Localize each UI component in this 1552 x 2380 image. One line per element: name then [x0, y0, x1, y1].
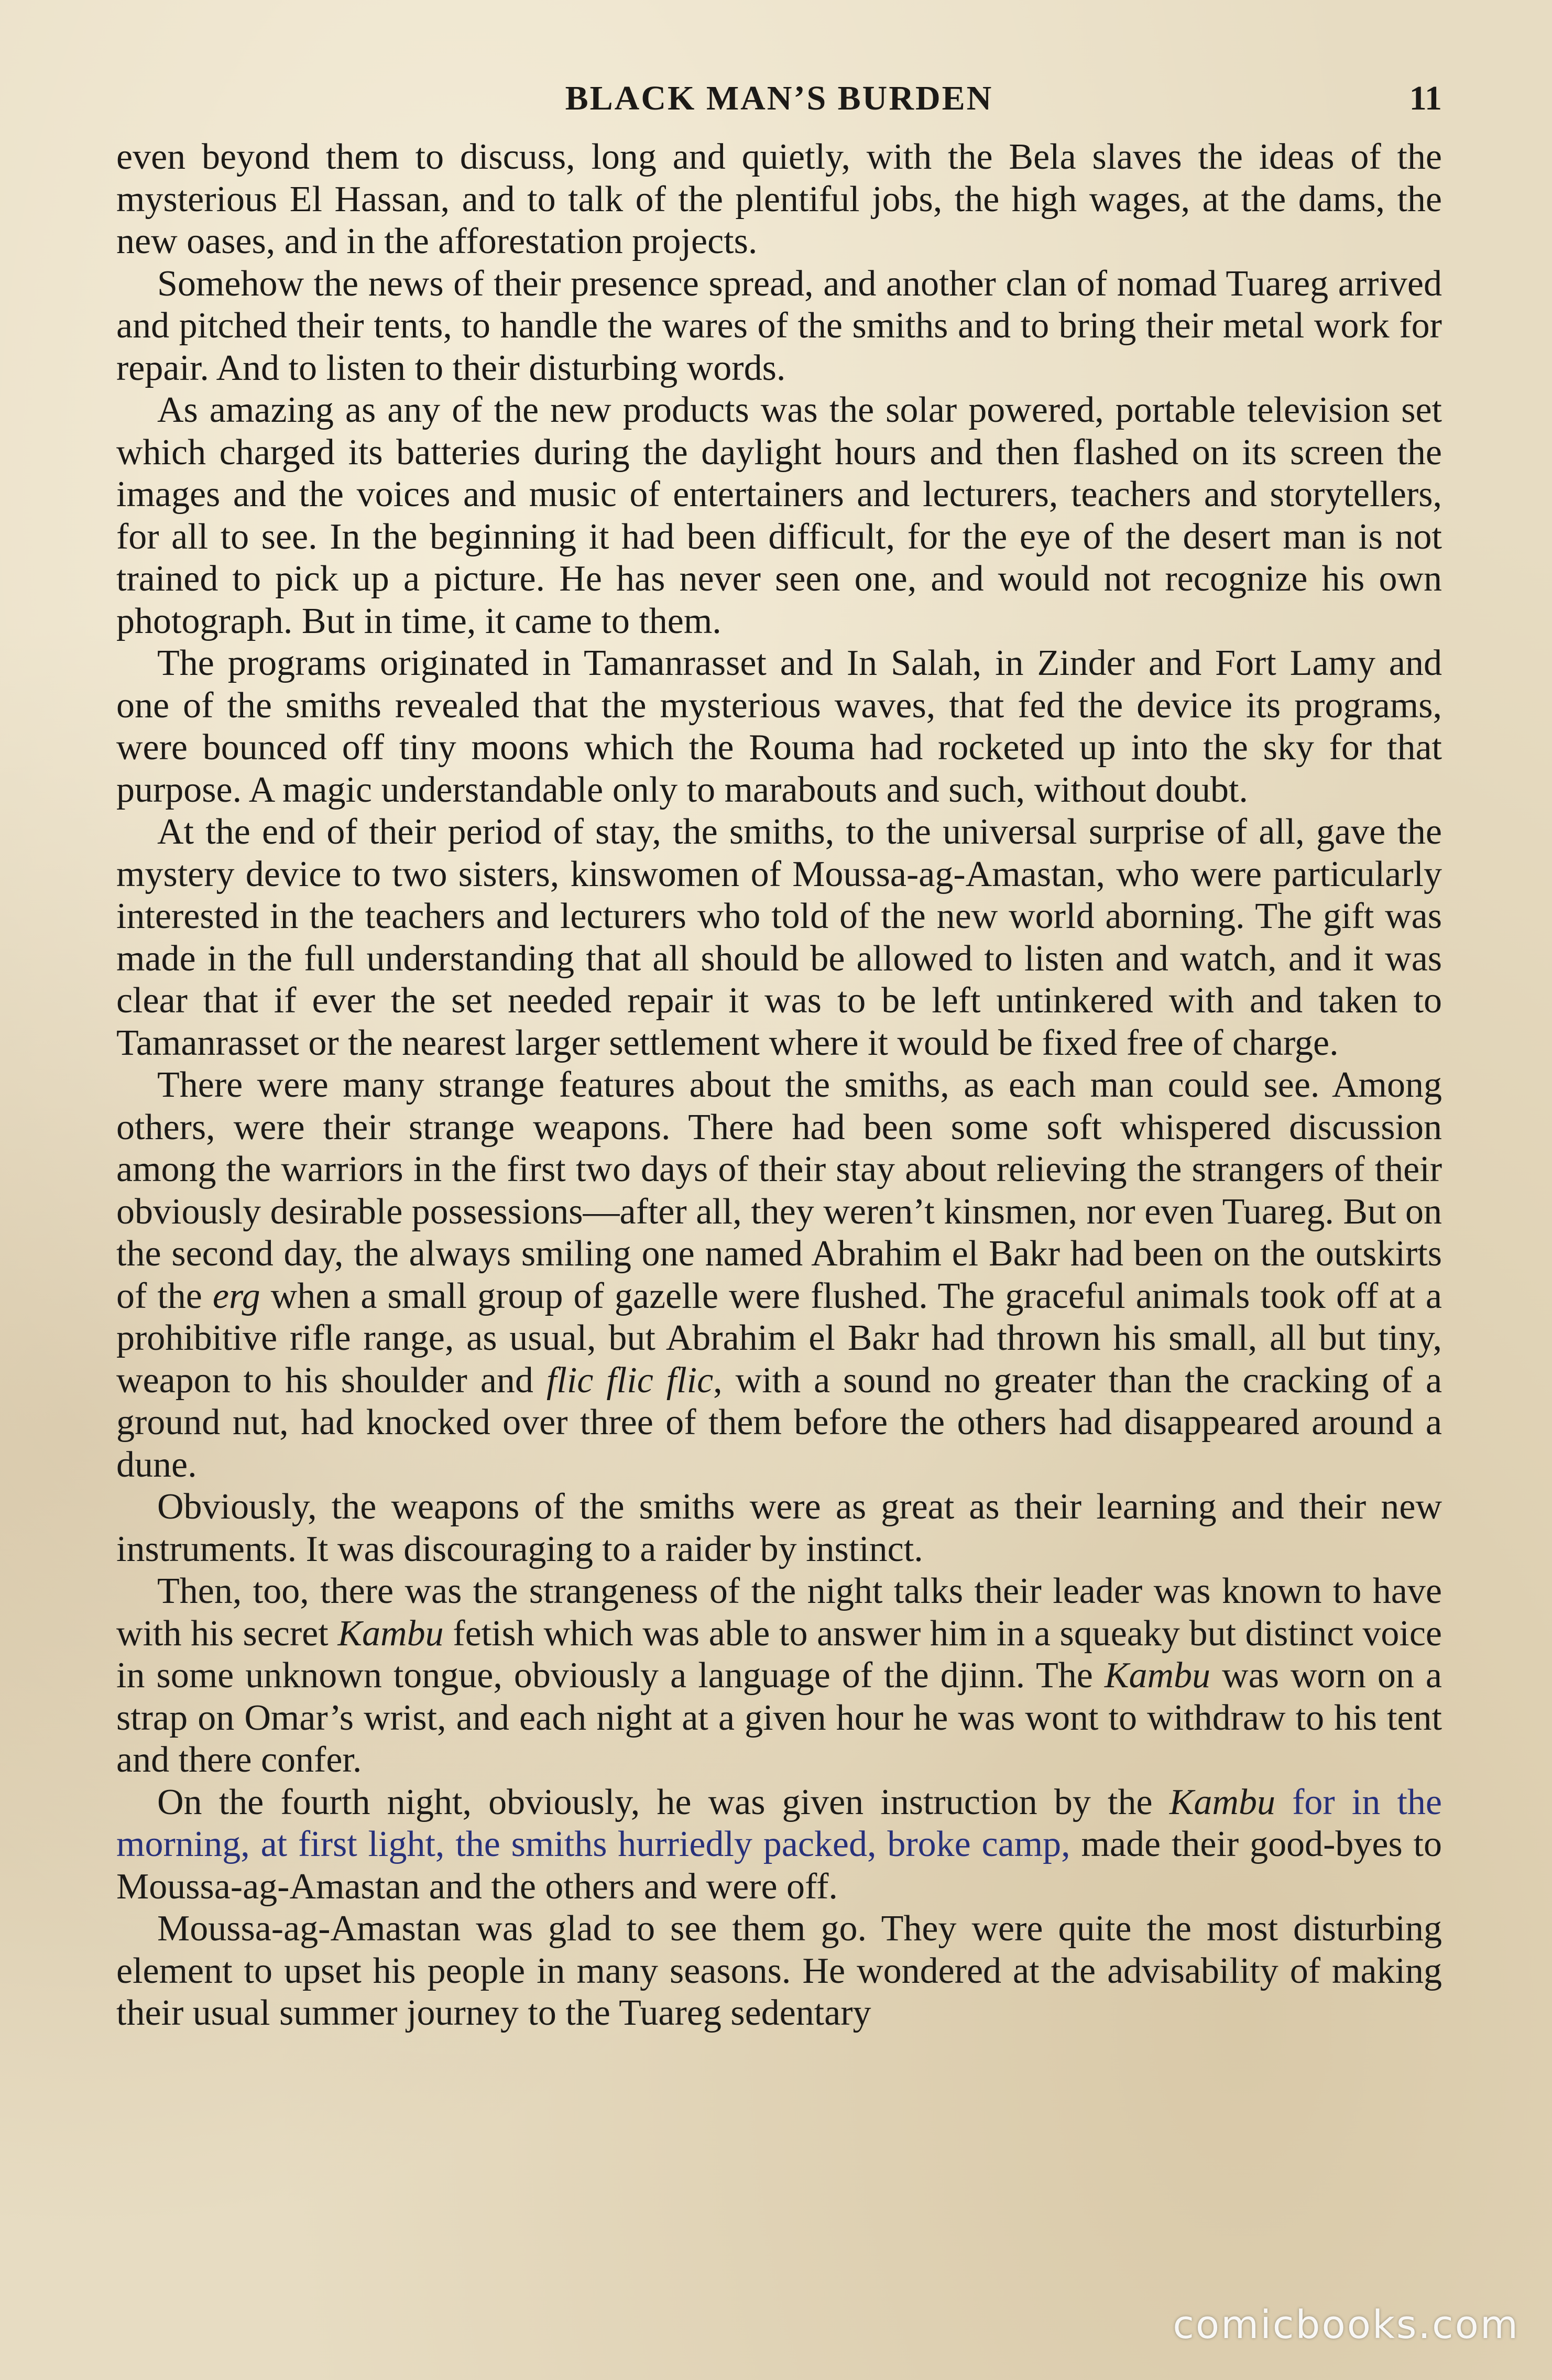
text-run: Moussa-ag-Amastan was glad to see them go. They were quite the most disturbing element to upset his people in many seasons. He wondered at the advisability of making their usual summer journey to the Tuareg sedentary	[116, 1908, 1442, 2033]
text-run: Then, too, there was the strangeness of the night talks their leader was known to have with his secret	[116, 1571, 1442, 1654]
text-run: even beyond them to discuss, long and quietly, with the Bela slaves the ideas of the mysterious El Hassan, and to talk of the plentiful jobs, the high wages, at the dams, the new oases, and in the afforestation projects.	[116, 137, 1442, 261]
text-run: was worn on a strap on Omar’s wrist, and each night at a given hour he was wont to withdraw to his tent and there confer.	[116, 1655, 1442, 1780]
text-run	[1275, 1782, 1292, 1822]
text-run: As amazing as any of the new products was the solar powered, portable television set which charged its batteries during the daylight hours and then flashed on its screen the images and the voices and music of entertainers and lecturers, teachers and storytellers, for all to see. In the beginning it had been difficult, for the eye of the desert man is not trained to pick up a picture. He has never seen one, and would not recognize his own photograph. But in time, it came to them.	[116, 390, 1442, 641]
paragraph	[116, 1064, 1442, 1486]
paragraph	[116, 642, 1442, 811]
text-run: There were many strange features about the smiths, as each man could see. Among others, were their strange weapons. There had been some soft whispered discussion among the warriors in the first two days of their stay about relieving the strangers of their obviously desirable possessions—after all, they weren’t kinsmen, nor even Tuareg. But on the second day, the always smiling one named Abrahim el Bakr had been on the outskirts of the	[116, 1065, 1442, 1316]
watermark: comicbooks.com	[1173, 2302, 1520, 2348]
text-run: The programs originated in Tamanrasset and In Salah, in Zinder and Fort Lamy and one of the smiths revealed that the mysterious waves, that fed the device its programs, were bounced off tiny moons which the Rouma had rocketed up into the sky for that purpose. A magic understandable only to marabouts and such, without doubt.	[116, 643, 1442, 810]
italic-term: Kambu	[337, 1613, 444, 1654]
paragraph	[116, 1782, 1442, 1908]
italic-term: erg	[212, 1275, 260, 1316]
paragraph	[116, 1486, 1442, 1570]
italic-term: Kambu	[1169, 1782, 1275, 1822]
text-run: , with a sound no greater than the cracking of a ground nut, had knocked over three of them before the others had disappeared around a dune.	[116, 1360, 1442, 1485]
book-page	[116, 79, 1442, 2035]
paragraph	[116, 811, 1442, 1064]
text-run: made their good-byes to Moussa-ag-Amastan and the others and were off.	[116, 1824, 1442, 1907]
running-head	[116, 79, 1442, 136]
italic-term: Kambu	[1104, 1655, 1211, 1696]
text-run: At the end of their period of stay, the smiths, to the universal surprise of all, gave the mystery device to two sisters, kinswomen of Moussa-ag-Amastan, who were particularly interested in the teachers and lecturers who told of the new world aborning. The gift was made in the full understanding that all should be allowed to listen and watch, and it was clear that if ever the set needed repair it was to be left untinkered with and taken to Tamanrasset or the nearest larger settlement where it would be fixed free of charge.	[116, 812, 1442, 1063]
running-title: BLACK MAN’S BURDEN	[565, 79, 993, 117]
paragraph	[116, 389, 1442, 642]
italic-term: flic flic flic	[546, 1360, 714, 1401]
paragraph	[116, 263, 1442, 390]
text-run: for in the morning, at first light, the smiths hurriedly packed, broke camp,	[116, 1782, 1442, 1864]
paragraph	[116, 1908, 1442, 2035]
paragraph	[116, 136, 1442, 263]
text-run: when a small group of gazelle were flushed. The graceful animals took off at a prohibitive rifle range, as usual, but Abrahim el Bakr had thrown his small, all but tiny, weapon to his shoulder and	[116, 1275, 1442, 1401]
text-run: Somehow the news of their presence spread, and another clan of nomad Tuareg arrived and pitched their tents, to handle the wares of the smiths and to bring their metal work for repair. And to listen to their disturbing words.	[116, 263, 1442, 388]
text-run: On the fourth night, obviously, he was given instruction by the	[157, 1782, 1170, 1822]
paragraph	[116, 1570, 1442, 1782]
text-run: Obviously, the weapons of the smiths were as great as their learning and their new instruments. It was discouraging to a raider by instinct.	[116, 1487, 1442, 1569]
page-number: 11	[1409, 79, 1442, 117]
text-run: fetish which was able to answer him in a squeaky but distinct voice in some unknown tongue, obviously a language of the djinn. The	[116, 1613, 1442, 1696]
body-text	[116, 136, 1442, 2035]
